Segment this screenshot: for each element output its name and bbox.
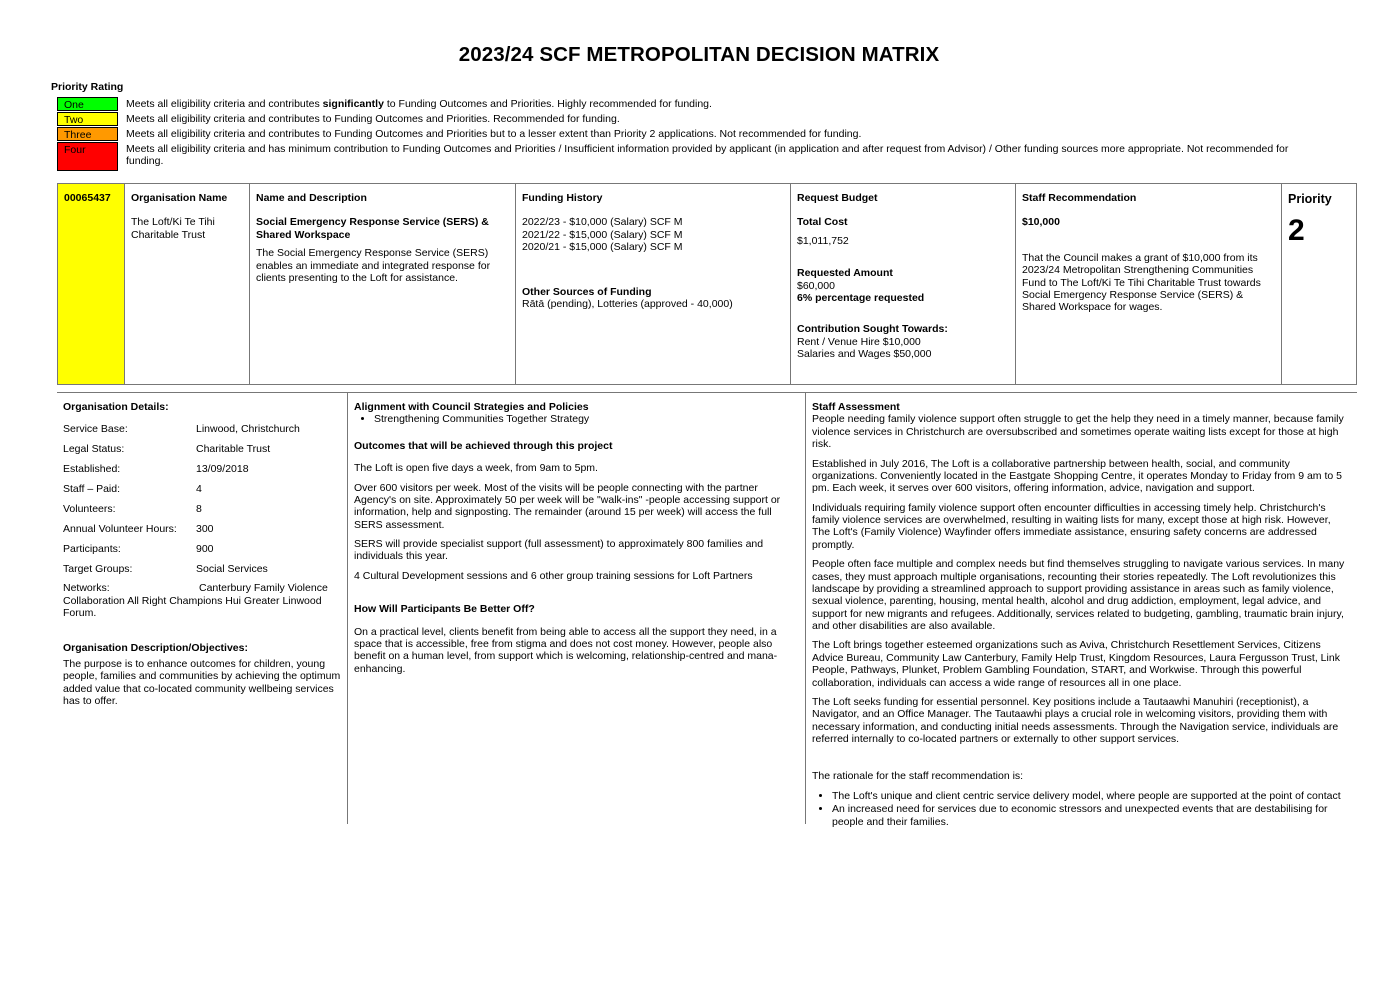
legend-row-two: [57, 112, 1317, 126]
networks-value: Canterbury Family Violence: [199, 582, 328, 595]
better-off-header: How Will Participants Be Better Off?: [354, 603, 535, 616]
legend-chip-four: Four: [57, 142, 118, 171]
legend-row-four: [57, 142, 1317, 171]
detail-value: 900: [196, 542, 214, 555]
project-description: The Social Emergency Response Service (SERS) enables an immediate and integrated response for clients presenting to the Loft for assistance.: [256, 247, 491, 284]
priority-cell: [1282, 184, 1356, 384]
requested-amount-label: Requested Amount: [797, 267, 893, 280]
legend-text-two: Meets all eligibility criteria and contributes to Funding Outcomes and Priorities. Recommended for funding.: [126, 113, 620, 125]
outcome-paragraph: 4 Cultural Development sessions and 6 other group training sessions for Loft Partners: [354, 569, 753, 582]
contribution-item: Rent / Venue Hire $10,000: [797, 335, 921, 348]
percentage-requested: 6% percentage requested: [797, 291, 925, 304]
application-summary-table: [57, 183, 1357, 385]
detail-label: Annual Volunteer Hours:: [63, 522, 177, 535]
contribution-item: Salaries and Wages $50,000: [797, 348, 932, 360]
detail-row: [63, 443, 341, 455]
detail-value: Linwood, Christchurch: [196, 423, 300, 436]
assessment-paragraph: People often face multiple and complex needs but find themselves struggling to navigate various services. In many cases, they must approach multiple organisations, recounting their stories repeatedly. The Loft revolutionizes this landscape by providing a streamlined approach to support providing assistance in areas such as family violence, sexual violence, parenting, housing, mental health, alcohol and drug addiction, employment, legal advice, and support for new migrants and refugees. Additionally, services related to budgeting, gambling, traumatic brain injury, and other disabilities are also available.: [812, 558, 1345, 632]
detail-value: 300: [196, 522, 214, 535]
funding-history-item: 2020/21 - $15,000 (Salary) SCF M: [522, 241, 683, 254]
assessment-paragraph: Individuals requiring family violence support often encounter difficulties in accessing timely help. Christchurch's family violence services are overwhelmed, resulting in waiting lists for many, except those at high risk. However, The Loft's (Family Violence) Wayfinder offers immediate assistance, ensuring safety concerns are addressed promptly.: [812, 501, 1331, 551]
assessment-paragraph: People needing family violence support often struggle to get the help they need in a timely manner, because family violence services in Christchurch are oversubscribed and sometimes operate waiting lists except for those at high risk.: [812, 413, 1344, 451]
project-cell: [250, 184, 516, 384]
application-id: 00065437: [64, 192, 111, 204]
contribution-label: Contribution Sought Towards:: [797, 323, 948, 336]
other-sources-header: Other Sources of Funding: [522, 285, 652, 298]
organisation-description-header: Organisation Description/Objectives:: [63, 641, 248, 654]
staff-recommendation-text: That the Council makes a grant of $10,000 from its 2023/24 Metropolitan Strengthening Communities Fund to The Loft/Ki Te Tihi Charitable Trust towards Social Emergency Response Service (SERS) & Shared Workspace for wages.: [1022, 251, 1261, 314]
alignment-header: Alignment with Council Strategies and Policies: [354, 401, 589, 413]
assessment-paragraph: The Loft brings together esteemed organizations such as Aviva, Christchurch Resettlement Services, Citizens Advice Bureau, Community Law Canterbury, Family Help Trust, Kingdom Resources, Laura Fergusson Trust, Link People, Pathways, Plunket, Problem Gambling Foundation, START, and Workwise. Through this powerful collaboration, individuals can access a wide range of resources all in one place.: [812, 639, 1340, 689]
requested-amount: $60,000: [797, 279, 835, 292]
organisation-name: The Loft/Ki Te Tihi Charitable Trust: [131, 216, 215, 241]
application-id-cell: [58, 184, 125, 384]
staff-assessment-header: Staff Assessment: [812, 401, 900, 413]
rationale-intro: The rationale for the staff recommendation is:: [812, 770, 1024, 783]
legend-text-three: Meets all eligibility criteria and contributes to Funding Outcomes and Priorities but to a lesser extent than Priority 2 applications. Not recommended for funding.: [126, 128, 862, 140]
alignment-list: [354, 413, 799, 425]
legend-chip-three: Three: [57, 127, 118, 141]
organisation-header: Organisation Name: [131, 192, 228, 204]
legend-row-one: [57, 97, 1317, 111]
detail-row: [63, 523, 341, 535]
alignment-item: • Strengthening Communities Together Strategy: [374, 413, 799, 425]
organisation-details-header: Organisation Details:: [63, 401, 169, 413]
detail-label: Participants:: [63, 542, 121, 555]
networks-continued: Collaboration All Right Champions Hui Greater Linwood Forum.: [63, 594, 322, 620]
detail-value: 8: [196, 502, 202, 515]
alignment-column: [348, 393, 806, 824]
networks-label: Networks:: [63, 582, 110, 595]
legend-text-one-pre: Meets all eligibility criteria and contributes: [126, 98, 323, 110]
staff-recommendation-cell: [1016, 184, 1282, 384]
staff-recommendation-header: Staff Recommendation: [1022, 192, 1137, 204]
legend-text-one-bold: significantly: [322, 98, 384, 110]
priority-value: 2: [1288, 213, 1305, 247]
rationale-item: • An increased need for services due to economic stressors and unexpected events that are destabilising for people and their families.: [832, 803, 1351, 828]
detail-value: Charitable Trust: [196, 443, 271, 456]
funding-history-item: 2021/22 - $15,000 (Salary) SCF M: [522, 228, 683, 241]
assessment-paragraph: The Loft seeks funding for essential personnel. Key positions include a Tautaawhi Manuhiri (receptionist), a Navigator, and an Office Manager. The Tautaawhi plays a crucial role in welcoming visitors, providing them with necessary information, and conducting initial needs assessments. Through the Navigation service, individuals are referred internally to co-located partners or externally to other support services.: [812, 695, 1339, 745]
staff-assessment-column: [806, 393, 1357, 828]
funding-history-cell: [516, 184, 791, 384]
assessment-paragraph: Established in July 2016, The Loft is a collaborative partnership between health, social, and community organizations. Conveniently located in the Eastgate Shopping Centre, it operates Monday to Friday from 9 am to 5 pm. Each week, it serves over 600 visitors, offering information, advice, navigation and support.: [812, 457, 1342, 495]
outcome-paragraph: Over 600 visitors per week. Most of the visits will be people connecting with the partner Agency's on site. Approximately 50 per week will be "walk-ins" -people accessing support or information, help and signposting. The remainder (around 15 per week) will access the full SERS assessment.: [354, 481, 781, 531]
detail-row: [63, 503, 341, 515]
organisation-cell: [125, 184, 250, 384]
rationale-list: [812, 790, 1351, 828]
legend-text-one-post: to Funding Outcomes and Priorities. Highly recommended for funding.: [383, 98, 712, 110]
detail-label: Established:: [63, 463, 121, 476]
rationale-item: • The Loft's unique and client centric service delivery model, where people are supported at the point of contact: [832, 790, 1351, 802]
page-title: 2023/24 SCF METROPOLITAN DECISION MATRIX: [458, 43, 940, 66]
request-budget-cell: [791, 184, 1016, 384]
organisation-details-column: [57, 393, 348, 824]
detail-row: [63, 463, 341, 475]
legend-text-four: Meets all eligibility criteria and has minimum contribution to Funding Outcomes and Priorities / Insufficient information provided by applicant (in application and after request from Advisor) / Other funding sources more appropriate. Not recommended for funding.: [126, 143, 1289, 168]
priority-legend: [57, 97, 1317, 172]
priority-header: Priority: [1288, 192, 1332, 206]
detail-row: [63, 423, 341, 435]
detail-row: [63, 543, 341, 555]
outcomes-header: Outcomes that will be achieved through this project: [354, 439, 613, 452]
detail-label: Staff – Paid:: [63, 483, 121, 495]
better-off-text: On a practical level, clients benefit from being able to access all the support they need, in a space that is accessible, free from stigma and does not cost money. However, people also benefit on a human level, from support which is welcoming, relationship-centred and mana-enhancing.: [354, 625, 778, 675]
detail-row: [63, 483, 341, 495]
funding-history-header: Funding History: [522, 192, 603, 204]
networks-row: [63, 582, 341, 594]
staff-recommendation-amount: $10,000: [1022, 216, 1060, 229]
funding-history-item: 2022/23 - $10,000 (Salary) SCF M: [522, 216, 683, 229]
outcome-paragraph: SERS will provide specialist support (full assessment) to approximately 800 families and individuals this year.: [354, 538, 764, 563]
detail-value: Social Services: [196, 562, 268, 575]
detail-label: Volunteers:: [63, 502, 116, 515]
legend-chip-two: Two: [57, 112, 118, 126]
legend-text-one: [126, 97, 1317, 110]
detail-label: Service Base:: [63, 423, 128, 436]
legend-chip-one: One: [57, 97, 118, 111]
priority-rating-label: Priority Rating: [51, 81, 124, 93]
assessment-details: [57, 392, 1357, 828]
detail-row: [63, 563, 341, 575]
request-budget-header: Request Budget: [797, 192, 878, 204]
detail-label: Legal Status:: [63, 443, 125, 456]
organisation-description: The purpose is to enhance outcomes for children, young people, families and communities by achieving the optimum added value that co-located community wellbeing services has to offer.: [63, 657, 341, 707]
total-cost-label: Total Cost: [797, 216, 848, 229]
detail-value: 13/09/2018: [196, 463, 249, 476]
detail-label: Target Groups:: [63, 562, 133, 575]
other-sources: Rātā (pending), Lotteries (approved - 40,000): [522, 297, 733, 310]
legend-row-three: [57, 127, 1317, 141]
outcome-paragraph: The Loft is open five days a week, from 9am to 5pm.: [354, 462, 598, 475]
project-name: Social Emergency Response Service (SERS) & Shared Workspace: [256, 216, 489, 241]
project-header: Name and Description: [256, 192, 367, 204]
detail-value: 4: [196, 483, 202, 495]
total-cost: $1,011,752: [797, 234, 849, 247]
